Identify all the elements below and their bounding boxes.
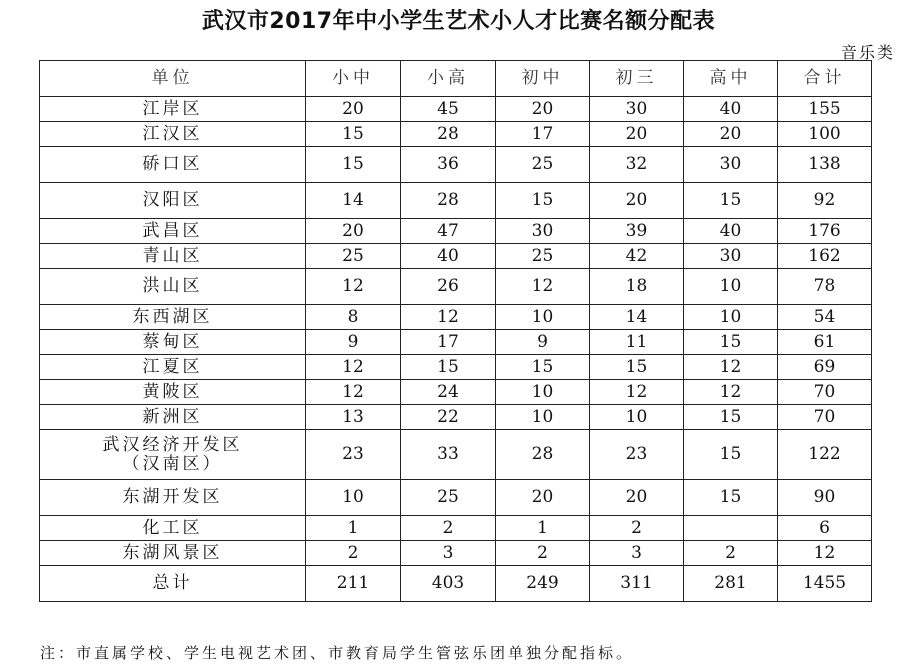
table-row bbox=[40, 330, 872, 355]
table-row bbox=[40, 430, 872, 480]
value-cell: 211 bbox=[306, 566, 401, 602]
value-cell: 12 bbox=[306, 380, 401, 405]
unit-name: 东湖开发区 bbox=[122, 487, 223, 508]
value-cell: 32 bbox=[590, 147, 684, 183]
value-cell: 138 bbox=[778, 147, 872, 183]
value-cell: 15 bbox=[401, 355, 496, 380]
header-cell: 初中 bbox=[496, 61, 590, 97]
value-cell: 54 bbox=[778, 305, 872, 330]
value-cell: 3 bbox=[590, 541, 684, 566]
value-cell: 9 bbox=[306, 330, 401, 355]
value-cell: 20 bbox=[590, 480, 684, 516]
value-cell: 12 bbox=[306, 269, 401, 305]
table-row bbox=[40, 541, 872, 566]
value-cell: 1 bbox=[306, 516, 401, 541]
value-cell: 28 bbox=[401, 183, 496, 219]
table-row bbox=[40, 480, 872, 516]
table-body bbox=[40, 97, 872, 602]
value-cell: 12 bbox=[496, 269, 590, 305]
value-cell: 30 bbox=[684, 244, 778, 269]
value-cell: 30 bbox=[684, 147, 778, 183]
value-cell: 311 bbox=[590, 566, 684, 602]
value-cell: 22 bbox=[401, 405, 496, 430]
value-cell: 25 bbox=[306, 244, 401, 269]
value-cell: 78 bbox=[778, 269, 872, 305]
unit-cell bbox=[40, 219, 306, 244]
value-cell: 45 bbox=[401, 97, 496, 122]
unit-name: 江夏区 bbox=[142, 356, 203, 377]
value-cell: 40 bbox=[684, 97, 778, 122]
value-cell: 20 bbox=[590, 183, 684, 219]
table-row bbox=[40, 305, 872, 330]
unit-name: 东湖风景区 bbox=[122, 542, 223, 563]
value-cell: 47 bbox=[401, 219, 496, 244]
value-cell: 15 bbox=[306, 122, 401, 147]
value-cell: 36 bbox=[401, 147, 496, 183]
table-row bbox=[40, 219, 872, 244]
value-cell: 12 bbox=[684, 355, 778, 380]
value-cell: 10 bbox=[590, 405, 684, 430]
unit-cell bbox=[40, 405, 306, 430]
quota-table bbox=[39, 60, 872, 602]
header-cell: 高中 bbox=[684, 61, 778, 97]
value-cell: 23 bbox=[306, 430, 401, 480]
value-cell: 249 bbox=[496, 566, 590, 602]
unit-name: 汉阳区 bbox=[142, 190, 203, 211]
unit-name: 江岸区 bbox=[142, 98, 203, 119]
value-cell: 39 bbox=[590, 219, 684, 244]
value-cell: 1455 bbox=[778, 566, 872, 602]
category-label: 音乐类 bbox=[840, 43, 895, 62]
table-row bbox=[40, 122, 872, 147]
value-cell: 90 bbox=[778, 480, 872, 516]
table-row bbox=[40, 516, 872, 541]
unit-cell bbox=[40, 244, 306, 269]
unit-name: 新洲区 bbox=[142, 406, 203, 427]
unit-name: 武昌区 bbox=[142, 220, 203, 241]
value-cell: 3 bbox=[401, 541, 496, 566]
value-cell: 26 bbox=[401, 269, 496, 305]
value-cell: 403 bbox=[401, 566, 496, 602]
unit-cell bbox=[40, 183, 306, 219]
value-cell: 15 bbox=[684, 183, 778, 219]
value-cell: 24 bbox=[401, 380, 496, 405]
header-cell: 小中 bbox=[306, 61, 401, 97]
value-cell: 6 bbox=[778, 516, 872, 541]
table-row bbox=[40, 97, 872, 122]
value-cell: 25 bbox=[401, 480, 496, 516]
value-cell: 15 bbox=[496, 183, 590, 219]
value-cell: 281 bbox=[684, 566, 778, 602]
value-cell: 15 bbox=[684, 330, 778, 355]
value-cell: 61 bbox=[778, 330, 872, 355]
table-row bbox=[40, 405, 872, 430]
value-cell: 28 bbox=[401, 122, 496, 147]
value-cell: 12 bbox=[778, 541, 872, 566]
unit-cell bbox=[40, 380, 306, 405]
value-cell: 20 bbox=[306, 219, 401, 244]
value-cell: 11 bbox=[590, 330, 684, 355]
value-cell: 176 bbox=[778, 219, 872, 244]
total-row bbox=[40, 566, 872, 602]
unit-name: 东西湖区 bbox=[132, 306, 213, 327]
table-row bbox=[40, 380, 872, 405]
value-cell: 162 bbox=[778, 244, 872, 269]
value-cell: 2 bbox=[496, 541, 590, 566]
header-cell: 单位 bbox=[40, 61, 306, 97]
unit-name: 青山区 bbox=[142, 245, 203, 266]
value-cell: 10 bbox=[306, 480, 401, 516]
unit-name: 硚口区 bbox=[142, 154, 203, 175]
value-cell: 14 bbox=[590, 305, 684, 330]
unit-cell bbox=[40, 541, 306, 566]
value-cell: 40 bbox=[684, 219, 778, 244]
unit-cell bbox=[40, 566, 306, 602]
unit-cell bbox=[40, 480, 306, 516]
header-cell: 合计 bbox=[778, 61, 872, 97]
unit-cell bbox=[40, 122, 306, 147]
unit-name: 洪山区 bbox=[142, 276, 203, 297]
value-cell: 2 bbox=[684, 541, 778, 566]
value-cell: 70 bbox=[778, 380, 872, 405]
unit-cell bbox=[40, 305, 306, 330]
value-cell: 15 bbox=[684, 430, 778, 480]
value-cell: 13 bbox=[306, 405, 401, 430]
value-cell: 30 bbox=[496, 219, 590, 244]
value-cell: 20 bbox=[306, 97, 401, 122]
unit-cell bbox=[40, 430, 306, 480]
value-cell: 18 bbox=[590, 269, 684, 305]
value-cell: 10 bbox=[496, 380, 590, 405]
table-row bbox=[40, 244, 872, 269]
value-cell: 8 bbox=[306, 305, 401, 330]
value-cell: 30 bbox=[590, 97, 684, 122]
value-cell: 33 bbox=[401, 430, 496, 480]
unit-cell bbox=[40, 330, 306, 355]
unit-name: 江汉区 bbox=[142, 123, 203, 144]
value-cell: 12 bbox=[401, 305, 496, 330]
value-cell: 100 bbox=[778, 122, 872, 147]
value-cell: 15 bbox=[590, 355, 684, 380]
unit-name: 黄陂区 bbox=[142, 381, 203, 402]
value-cell: 20 bbox=[684, 122, 778, 147]
value-cell: 69 bbox=[778, 355, 872, 380]
document-title: 武汉市2017年中小学生艺术小人才比赛名额分配表 bbox=[201, 9, 716, 34]
value-cell: 10 bbox=[496, 405, 590, 430]
value-cell: 28 bbox=[496, 430, 590, 480]
header-cell: 小高 bbox=[401, 61, 496, 97]
value-cell: 70 bbox=[778, 405, 872, 430]
unit-cell bbox=[40, 516, 306, 541]
value-cell: 23 bbox=[590, 430, 684, 480]
table-row bbox=[40, 355, 872, 380]
value-cell: 122 bbox=[778, 430, 872, 480]
value-cell: 155 bbox=[778, 97, 872, 122]
table-row bbox=[40, 183, 872, 219]
value-cell bbox=[684, 516, 778, 541]
table-row bbox=[40, 147, 872, 183]
value-cell: 20 bbox=[496, 97, 590, 122]
table-row bbox=[40, 269, 872, 305]
value-cell: 10 bbox=[684, 269, 778, 305]
unit-cell bbox=[40, 147, 306, 183]
unit-name: 化工区 bbox=[142, 517, 203, 538]
value-cell: 15 bbox=[684, 480, 778, 516]
unit-name-line2: （汉南区） bbox=[122, 453, 223, 474]
value-cell: 14 bbox=[306, 183, 401, 219]
value-cell: 40 bbox=[401, 244, 496, 269]
value-cell: 1 bbox=[496, 516, 590, 541]
unit-cell bbox=[40, 269, 306, 305]
value-cell: 25 bbox=[496, 244, 590, 269]
value-cell: 15 bbox=[496, 355, 590, 380]
value-cell: 25 bbox=[496, 147, 590, 183]
value-cell: 20 bbox=[590, 122, 684, 147]
value-cell: 10 bbox=[684, 305, 778, 330]
header-cell: 初三 bbox=[590, 61, 684, 97]
value-cell: 17 bbox=[401, 330, 496, 355]
value-cell: 2 bbox=[306, 541, 401, 566]
value-cell: 9 bbox=[496, 330, 590, 355]
value-cell: 42 bbox=[590, 244, 684, 269]
unit-cell bbox=[40, 355, 306, 380]
value-cell: 12 bbox=[590, 380, 684, 405]
value-cell: 2 bbox=[401, 516, 496, 541]
footnote: 注：市直属学校、学生电视艺术团、市教育局学生管弦乐团单独分配指标。 bbox=[40, 644, 635, 662]
value-cell: 2 bbox=[590, 516, 684, 541]
value-cell: 15 bbox=[684, 405, 778, 430]
unit-name: 总计 bbox=[152, 573, 193, 594]
header-row bbox=[40, 61, 872, 97]
value-cell: 12 bbox=[684, 380, 778, 405]
value-cell: 92 bbox=[778, 183, 872, 219]
unit-name: 武汉经济开发区 bbox=[102, 434, 243, 455]
value-cell: 15 bbox=[306, 147, 401, 183]
unit-name: 蔡甸区 bbox=[142, 331, 203, 352]
value-cell: 20 bbox=[496, 480, 590, 516]
unit-cell bbox=[40, 97, 306, 122]
value-cell: 12 bbox=[306, 355, 401, 380]
value-cell: 17 bbox=[496, 122, 590, 147]
value-cell: 10 bbox=[496, 305, 590, 330]
